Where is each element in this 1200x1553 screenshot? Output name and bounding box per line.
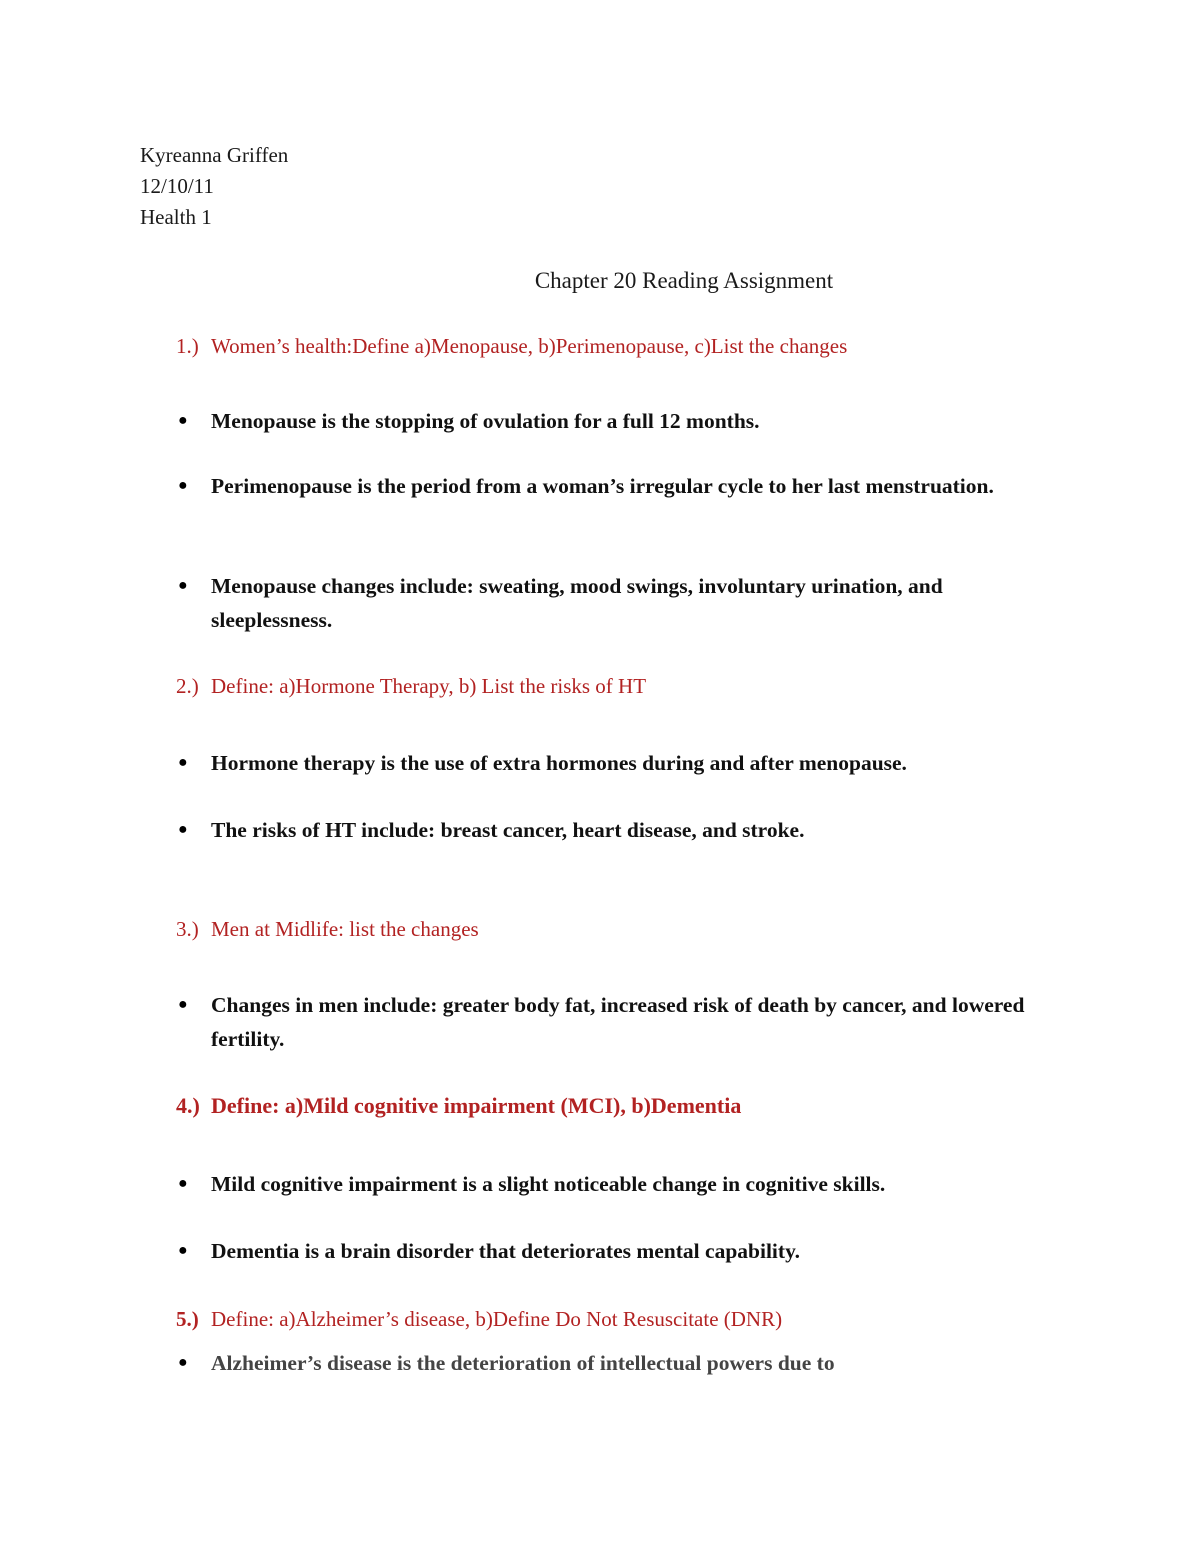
answer-item	[178, 1346, 1041, 1380]
bullet-icon: ●	[178, 821, 188, 838]
question-number: 1.)	[176, 334, 199, 358]
bullet-icon: ●	[178, 754, 188, 771]
answer-text: Perimenopause is the period from a woman’s irregular cycle to her last menstruation.	[211, 474, 994, 498]
answer-item	[178, 988, 1041, 1056]
question-3	[176, 917, 479, 942]
bullet-icon: ●	[178, 996, 188, 1013]
class-name: Health 1	[140, 205, 212, 229]
bullet-icon: ●	[178, 1242, 188, 1259]
answer-text: Hormone therapy is the use of extra hormones during and after menopause.	[211, 751, 907, 775]
student-name: Kyreanna Griffen	[140, 143, 289, 167]
answer-text: Alzheimer’s disease is the deterioration of intellectual powers due to	[211, 1351, 835, 1375]
bullet-icon: ●	[178, 477, 188, 494]
question-text: Define: a)Mild cognitive impairment (MCI), b)Dementia	[211, 1093, 742, 1118]
bullet-icon: ●	[178, 577, 188, 594]
answer-text: Menopause changes include: sweating, mood swings, involuntary urination, and sleeplessness.	[211, 574, 943, 632]
answer-item	[178, 569, 1041, 637]
bullet-icon: ●	[178, 1175, 188, 1192]
question-text: Women’s health:Define a)Menopause, b)Perimenopause, c)List the changes	[211, 334, 848, 358]
question-number: 2.)	[176, 674, 199, 698]
question-2	[176, 674, 646, 699]
answer-item	[178, 746, 1041, 780]
question-number: 4.)	[176, 1093, 200, 1118]
assignment-date: 12/10/11	[140, 174, 214, 198]
question-1	[176, 334, 847, 359]
answer-text: Changes in men include: greater body fat, increased risk of death by cancer, and lowered fertility.	[211, 993, 1025, 1051]
answer-item	[178, 1234, 1041, 1268]
bullet-icon: ●	[178, 1354, 188, 1371]
bullet-icon: ●	[178, 412, 188, 429]
answer-item	[178, 1167, 1041, 1201]
answer-text: Menopause is the stopping of ovulation for a full 12 months.	[211, 409, 760, 433]
question-number: 5.)	[176, 1307, 199, 1331]
question-5	[176, 1307, 782, 1332]
answer-text: The risks of HT include: breast cancer, heart disease, and stroke.	[211, 818, 805, 842]
question-text: Men at Midlife: list the changes	[211, 917, 479, 941]
answer-item	[178, 813, 1041, 847]
question-text: Define: a)Hormone Therapy, b) List the risks of HT	[211, 674, 647, 698]
question-text: Define: a)Alzheimer’s disease, b)Define Do Not Resuscitate (DNR)	[211, 1307, 783, 1331]
page-title: Chapter 20 Reading Assignment	[534, 268, 834, 293]
answer-item	[178, 469, 1041, 503]
question-number: 3.)	[176, 917, 199, 941]
question-4	[176, 1093, 741, 1119]
answer-text: Dementia is a brain disorder that deteriorates mental capability.	[211, 1239, 801, 1263]
answer-text: Mild cognitive impairment is a slight noticeable change in cognitive skills.	[211, 1172, 886, 1196]
answer-item	[178, 404, 1041, 438]
